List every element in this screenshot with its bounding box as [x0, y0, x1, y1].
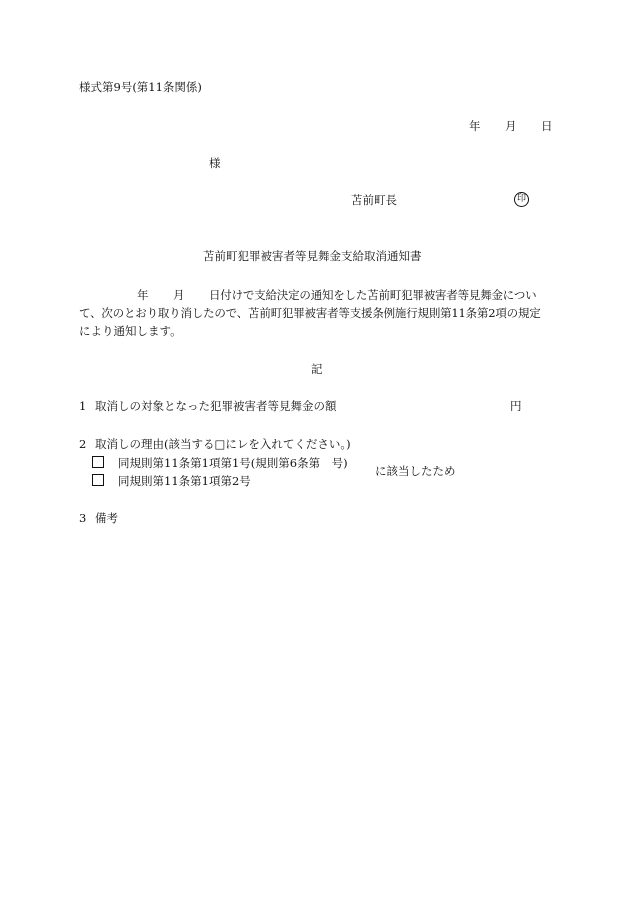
- item3-number: 3: [79, 511, 87, 525]
- seal-mark: 印: [514, 192, 529, 207]
- date-day: 日: [541, 119, 553, 133]
- reason-option-1: [92, 456, 348, 470]
- item3-label: 備考: [95, 511, 118, 525]
- body-month: 月: [173, 288, 185, 302]
- date-year: 年: [469, 119, 481, 133]
- reason-option-1-label: 同規則第11条第1項第1号(規則第6条第 号): [118, 456, 348, 470]
- item1-label: 取消しの対象となった犯罪被害者等見舞金の額: [95, 399, 337, 413]
- addressee-suffix: 様: [209, 156, 221, 170]
- item1-unit: 円: [510, 399, 522, 413]
- body-line1: 日付けで支給決定の通知をした苫前町犯罪被害者等見舞金につい: [209, 288, 537, 302]
- body-year: 年: [137, 288, 149, 302]
- body-line3: により通知します。: [79, 324, 182, 338]
- reason-option-2-label: 同規則第11条第1項第2号: [118, 474, 251, 488]
- issuer: 苫前町長: [351, 193, 397, 207]
- item2-number: 2: [79, 437, 87, 451]
- checkbox-1[interactable]: [92, 456, 104, 468]
- item1-number: 1: [79, 399, 87, 413]
- item2-label: 取消しの理由(該当する□にレを入れてください。): [95, 437, 351, 451]
- reason-option-2: [92, 474, 251, 488]
- ki-heading: 記: [311, 362, 323, 376]
- item2-suffix: に該当したため: [375, 464, 456, 478]
- form-number: 様式第9号(第11条関係): [79, 80, 202, 94]
- body-line2: て、次のとおり取り消したので、苫前町犯罪被害者等支援条例施行規則第11条第2項の規定: [79, 306, 541, 320]
- document-title: 苫前町犯罪被害者等見舞金支給取消通知書: [203, 249, 422, 263]
- date-month: 月: [505, 119, 517, 133]
- checkbox-2[interactable]: [92, 474, 104, 486]
